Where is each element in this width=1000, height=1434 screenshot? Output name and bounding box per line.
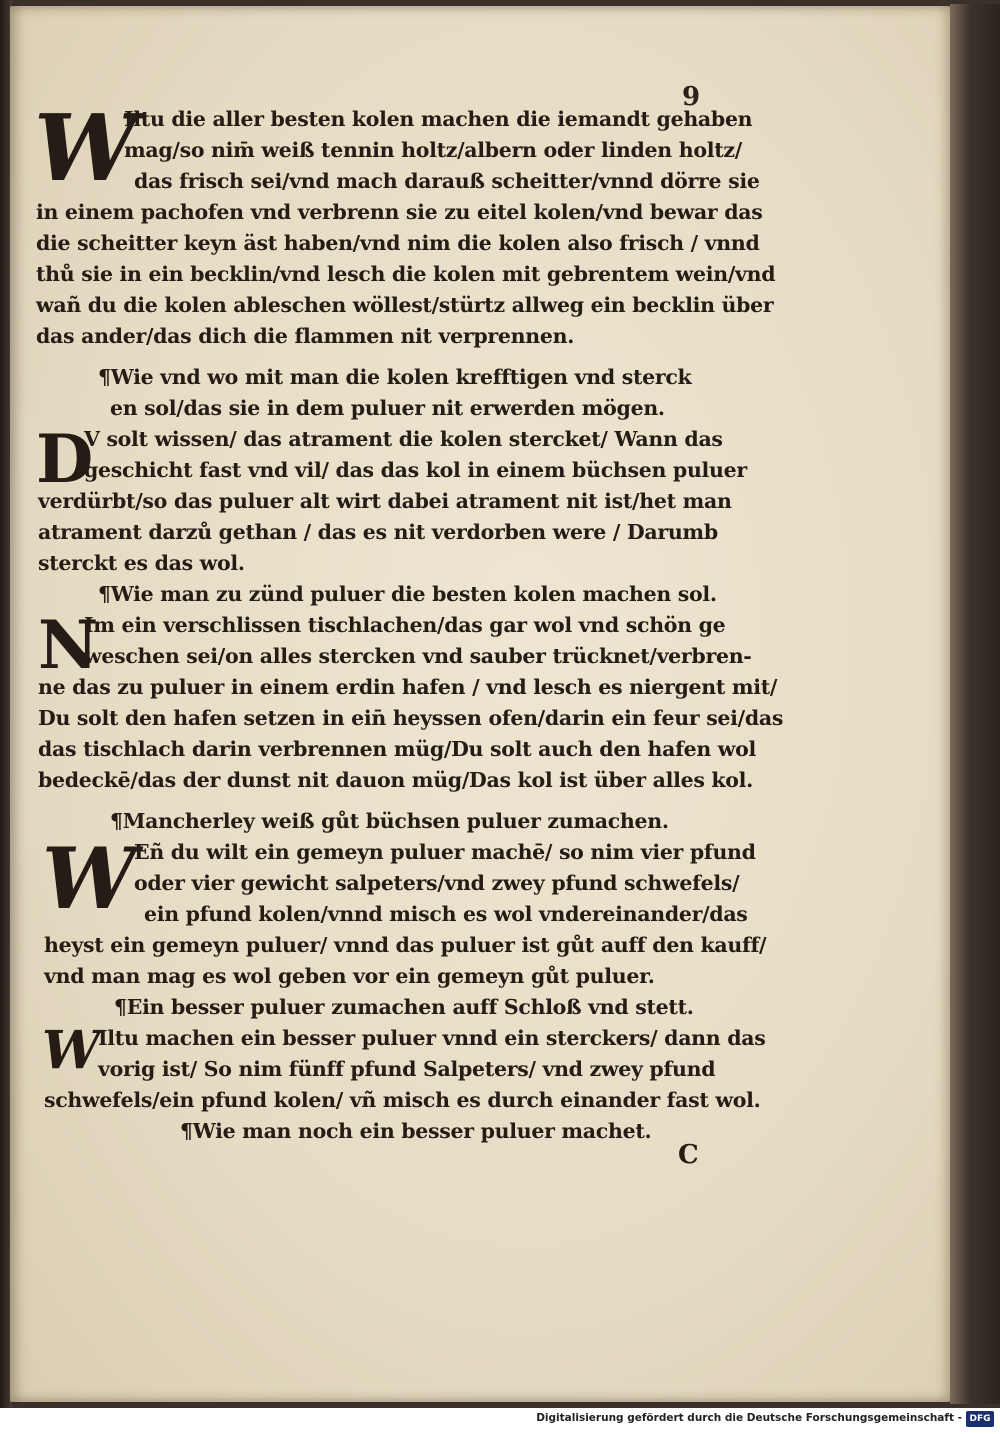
text-line: bedeckē/das der dunst nit dauon müg/Das kol ist über alles kol.: [38, 768, 753, 792]
text-block: [34, 94, 784, 1147]
text-line: in einem pachofen vnd verbrenn sie zu eitel kolen/vnd bewar das: [36, 200, 763, 224]
footer-bar: [0, 1408, 1000, 1434]
initial-letter: W: [42, 829, 137, 928]
text-line: weschen sei/on alles stercken vnd sauber trücknet/verbren-: [84, 644, 752, 668]
text-line: sterckt es das wol.: [38, 551, 245, 575]
folio-number: 9: [682, 82, 701, 112]
section-heading: [34, 1116, 774, 1147]
text-line: heyst ein gemeyn puluer/ vnnd das puluer ist gůt auff den kauff/: [44, 933, 767, 957]
section-heading: [34, 992, 774, 1023]
text-line: das tischlach darin verbrennen müg/Du solt auch den hafen wol: [38, 737, 757, 761]
text-line: Eñ du wilt ein gemeyn puluer machē/ so nim vier pfund: [134, 840, 756, 864]
text-line: atrament darzů gethan / das es nit verdorben were / Darumb: [38, 520, 718, 544]
text-line: Iltu die aller besten kolen machen die iemandt gehaben: [124, 107, 753, 131]
text-line: oder vier gewicht salpeters/vnd zwey pfund schwefels/: [134, 871, 740, 895]
initial-letter: N: [38, 606, 99, 684]
text-line: Im ein verschlissen tischlachen/das gar wol vnd schön ge: [84, 613, 726, 637]
heading-line: ¶Wie man noch ein besser puluer machet.: [180, 1119, 652, 1143]
initial-letter: D: [36, 420, 93, 498]
heading-line: ¶Ein besser puluer zumachen auff Schloß vnd stett.: [114, 995, 694, 1019]
section-heading: [34, 806, 774, 837]
text-line: ne das zu puluer in einem erdin hafen / vnd lesch es niergent mit/: [38, 675, 778, 699]
text-line: Iltu machen ein besser puluer vnnd ein sterckers/ dann das: [98, 1026, 766, 1050]
text-line: schwefels/ein pfund kolen/ vñ misch es durch einander fast wol.: [44, 1088, 761, 1112]
heading-line: en sol/das sie in dem puluer nit erwerden mögen.: [110, 396, 665, 420]
heading-line: ¶Wie man zu zünd puluer die besten kolen machen sol.: [98, 582, 717, 606]
paragraph-3: [34, 606, 784, 796]
text-line: V solt wissen/ das atrament die kolen stercket/ Wann das: [84, 427, 723, 451]
paragraph-4: [34, 829, 774, 992]
heading-line: ¶Wie vnd wo mit man die kolen krefftigen vnd sterck: [98, 365, 692, 389]
text-line: mag/so nim̄ weiß tennin holtz/albern oder linden holtz/: [124, 138, 742, 162]
text-line: vnd man mag es wol geben vor ein gemeyn gůt puluer.: [44, 964, 655, 988]
page-edge: [950, 4, 1000, 1404]
paragraph-2: [34, 420, 774, 579]
text-line: thů sie in ein becklin/vnd lesch die kolen mit gebrentem wein/vnd: [36, 262, 776, 286]
text-line: verdürbt/so das puluer alt wirt dabei atrament nit ist/het man: [38, 489, 732, 513]
paragraph-1: [34, 94, 776, 352]
text-line: ein pfund kolen/vnnd misch es wol vndereinander/das: [144, 902, 748, 926]
text-line: geschicht fast vnd vil/ das das kol in einem büchsen puluer: [84, 458, 747, 482]
section-heading: [34, 579, 774, 610]
section-heading: [34, 362, 774, 424]
spacer: [34, 796, 774, 806]
text-line: vorig ist/ So nim fünff pfund Salpeters/ vnd zwey pfund: [98, 1057, 716, 1081]
dfg-logo: DFG: [966, 1411, 994, 1427]
heading-line: ¶Mancherley weiß gůt büchsen puluer zumachen.: [110, 809, 669, 833]
catchword: C: [678, 1140, 699, 1170]
text-line: die scheitter keyn äst haben/vnd nim die kolen also frisch / vnnd: [36, 231, 760, 255]
initial-letter: W: [42, 1020, 101, 1081]
text-line: wañ du die kolen ableschen wöllest/stürtz allweg ein becklin über: [36, 293, 774, 317]
paragraph-5: [34, 1020, 774, 1116]
spacer: [34, 352, 774, 362]
text-line: das frisch sei/vnd mach darauß scheitter/vnnd dörre sie: [134, 169, 760, 193]
text-line: Du solt den hafen setzen in ein̄ heyssen ofen/darin ein feur sei/das: [38, 706, 784, 730]
text-line: das ander/das dich die flammen nit verprennen.: [36, 324, 575, 348]
initial-letter: W: [34, 94, 138, 202]
funding-notice: Digitalisierung gefördert durch die Deutsche Forschungsgemeinschaft -: [536, 1412, 962, 1424]
